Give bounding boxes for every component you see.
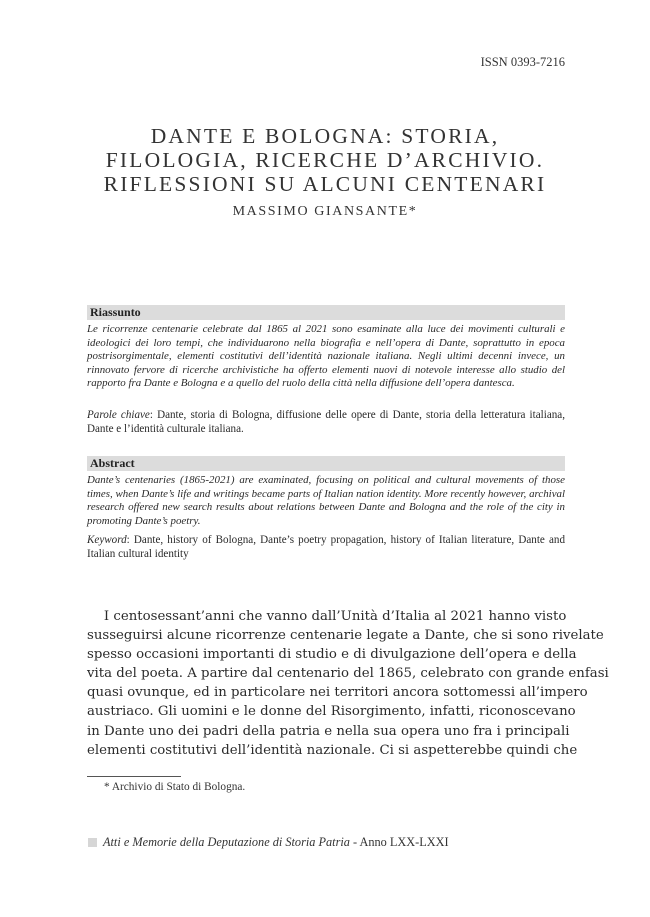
article-author: MASSIMO GIANSANTE* xyxy=(232,204,418,219)
abstract-text: Dante’s centenaries (1865-2021) are examinated, focusing on political and cultural movements of those times, when Dante’s life and writings became parts of Italian nation identity. More recently however, archival research offered new search results about relations between Dante and Bologna and the role of the city in promoting Dante’s poetry. xyxy=(87,474,565,527)
body-line: vita del poeta. A partire dal centenario del 1865, celebrato con grande enfasi xyxy=(87,666,609,682)
riassunto-heading: Riassunto xyxy=(87,305,565,320)
abstract-keywords xyxy=(87,534,565,561)
title-line-1: DANTE E BOLOGNA: STORIA, xyxy=(150,124,500,148)
body-line: spesso occasioni importanti di studio e di divulgazione dell’opera e della xyxy=(87,647,577,663)
abstract-heading: Abstract xyxy=(87,456,565,471)
footnote: * Archivio di Stato di Bologna. xyxy=(104,781,246,793)
riassunto-text: Le ricorrenze centenarie celebrate dal 1865 al 2021 sono esaminate alla luce dei movimenti culturali e ideologici dei loro tempi, che individuarono nella biografia e nell’opera di Dante, soprattutto in epoca postrisorgimentale, elementi costitutivi dell’identità nazionale italiana. Negli ultimi decenni invece, un rinnovato fervore di ricerche archivistiche ha offerto elementi nuovi di notevole interesse allo studio del rapporto fra Dante e Bologna e a quello del ruolo della città nella diffusione dell’opera dantesca. xyxy=(87,323,565,390)
title-line-2: FILOLOGIA, RICERCHE D’ARCHIVIO. xyxy=(105,148,545,172)
footer-square-icon xyxy=(88,838,97,847)
body-line: quasi ovunque, ed in particolare nei territori ancora sottomessi all’impero xyxy=(87,685,588,701)
page-footer xyxy=(88,835,449,850)
riassunto-keywords xyxy=(87,409,565,436)
riassunto-keywords-text: : Dante, storia di Bologna, diffusione delle opere di Dante, storia della letteratura italiana, Dante e l’identità culturale italiana. xyxy=(87,409,565,435)
body-line: I centosessant’anni che vanno dall’Unità d’Italia al 2021 hanno visto xyxy=(87,609,567,624)
issn-number: ISSN 0393-7216 xyxy=(480,55,565,69)
body-line: in Dante uno dei padri della patria e nella sua opera uno fra i principali xyxy=(87,723,570,739)
footer-journal-title: Atti e Memorie della Deputazione di Storia Patria xyxy=(103,835,350,849)
riassunto-keywords-label: Parole chiave xyxy=(87,409,150,421)
body-line: elementi costitutivi dell’identità nazionale. Ci si aspetterebbe quindi che xyxy=(87,742,578,758)
body-line: susseguirsi alcune ricorrenze centenarie legate a Dante, che si sono rivelate xyxy=(87,628,604,644)
body-paragraph xyxy=(87,607,609,760)
footer-volume: - Anno LXX-LXXI xyxy=(349,835,449,849)
abstract-keywords-text: : Dante, history of Bologna, Dante’s poetry propagation, history of Italian literature, Dante and Italian cultural identity xyxy=(87,534,565,560)
article-title xyxy=(60,124,590,196)
footnote-divider xyxy=(87,776,181,777)
abstract-keywords-label: Keyword xyxy=(87,534,127,546)
title-line-3: RIFLESSIONI SU ALCUNI CENTENARI xyxy=(103,172,547,196)
body-line: austriaco. Gli uomini e le donne del Risorgimento, infatti, riconoscevano xyxy=(87,704,576,720)
